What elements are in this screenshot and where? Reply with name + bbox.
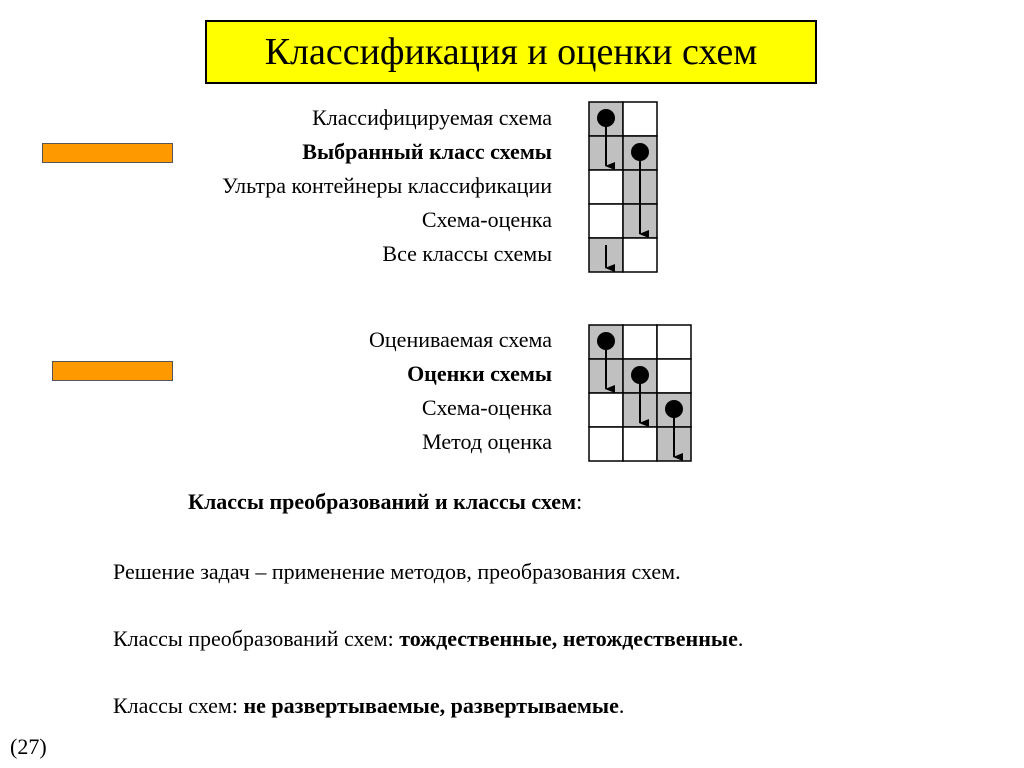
evaluation-label-0: Оцениваемая схема — [369, 327, 552, 352]
classification-dot-1 — [631, 143, 649, 161]
classification-label-3: Схема-оценка — [421, 207, 552, 232]
evaluation-label-3: Метод оценка — [422, 429, 552, 454]
page-number: (27) — [10, 734, 47, 759]
evaluation-cell-1-2 — [657, 359, 691, 393]
classification-label-0: Классифицируемая схема — [312, 105, 552, 130]
classification-label-4: Все классы схемы — [382, 241, 552, 266]
evaluation-grid — [588, 324, 694, 464]
text-line-3-prefix: Классы схем: — [113, 693, 244, 718]
evaluation-dot-0 — [597, 332, 615, 350]
evaluation-cell-2-0 — [589, 393, 623, 427]
evaluation-labels — [369, 323, 552, 459]
text-line-3 — [113, 693, 624, 719]
classification-cell-2-0 — [589, 170, 623, 204]
classification-label-2: Ультра контейнеры классификации — [222, 173, 552, 198]
orange-marker-1 — [42, 143, 173, 163]
evaluation-label-2: Схема-оценка — [421, 395, 552, 420]
evaluation-cell-3-0 — [589, 427, 623, 461]
text-line-2-prefix: Классы преобразований схем: — [113, 626, 400, 651]
classification-label-1: Выбранный класс схемы — [302, 139, 552, 164]
evaluation-dot-1 — [631, 366, 649, 384]
classification-labels — [222, 101, 552, 271]
classification-dot-0 — [597, 109, 615, 127]
orange-marker-2 — [52, 361, 173, 381]
evaluation-cell-0-2 — [657, 325, 691, 359]
slide-title: Классификация и оценки схем — [264, 31, 758, 73]
section-heading-bold: Классы преобразований и классы схем — [188, 489, 577, 514]
slide-title-box — [205, 20, 817, 84]
text-line-1-content: Решение задач – применение методов, преобразования схем. — [113, 559, 681, 584]
classification-grid — [588, 101, 660, 275]
section-heading-suffix: : — [576, 489, 583, 514]
section-heading — [188, 489, 582, 515]
evaluation-cell-0-1 — [623, 325, 657, 359]
text-line-2-bold: тождественные, нетождественные — [399, 626, 738, 651]
text-line-3-bold: не развертываемые, развертываемые — [243, 693, 619, 718]
text-line-3-suffix: . — [618, 693, 625, 718]
classification-cell-4-1 — [623, 238, 657, 272]
evaluation-dot-2 — [665, 400, 683, 418]
evaluation-label-1: Оценки схемы — [407, 361, 552, 386]
classification-cell-3-0 — [589, 204, 623, 238]
text-line-2 — [113, 626, 743, 652]
evaluation-cell-3-1 — [623, 427, 657, 461]
text-line-1 — [113, 559, 681, 585]
classification-cell-0-1 — [623, 102, 657, 136]
text-line-2-suffix: . — [737, 626, 744, 651]
